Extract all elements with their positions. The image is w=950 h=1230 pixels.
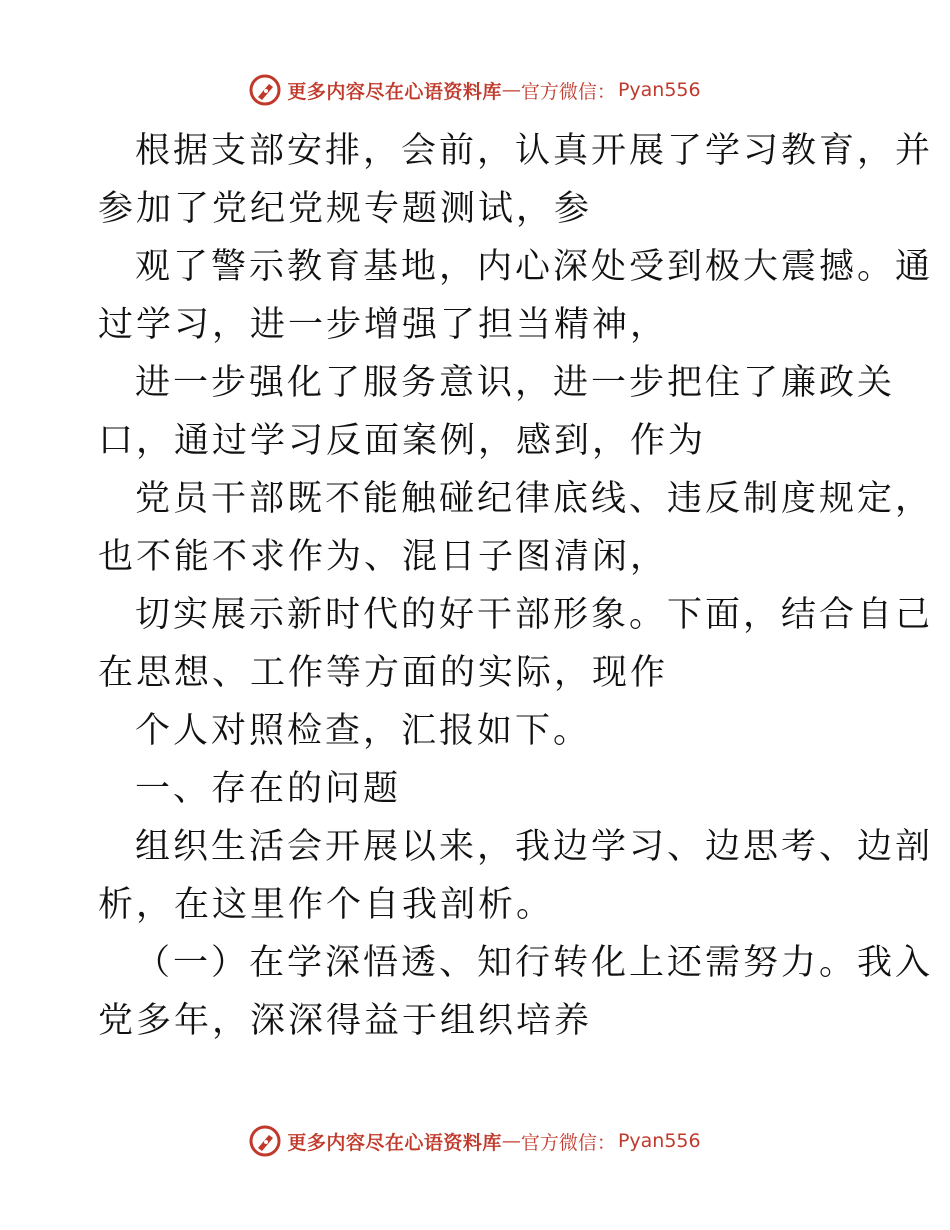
paragraph-line: 个人对照检查，汇报如下。 [135, 711, 592, 751]
paragraph-line: 切实展示新时代的好干部形象。下面，结合自己 [135, 595, 934, 635]
document-body [98, 122, 934, 1050]
footer-banner [0, 1121, 950, 1161]
paragraph-line: 口，通过学习反面案例，感到，作为 [98, 421, 707, 461]
paragraph-line: 参加了党纪党规专题测试，参 [98, 189, 593, 229]
paragraph-line: 党员干部既不能触碰纪律底线、违反制度规定， [135, 479, 934, 519]
paragraph-line: 组织生活会开展以来，我边学习、边思考、边剖 [135, 827, 934, 867]
paragraph-line: 析，在这里作个自我剖析。 [98, 885, 555, 925]
section-heading: 一、存在的问题 [135, 769, 402, 809]
paragraph-line: 根据支部安排，会前，认真开展了学习教育，并 [135, 131, 934, 171]
paragraph-line: 观了警示教育基地，内心深处受到极大震撼。通 [135, 247, 934, 287]
paragraph-line: 进一步强化了服务意识，进一步把住了廉政关 [135, 363, 896, 403]
footer-separator: — [501, 1130, 521, 1152]
header-brand-text: 更多内容尽在心语资料库 [287, 80, 502, 103]
header-separator: — [501, 79, 521, 101]
subsection-heading: （一）在学深悟透、知行转化上还需努力。我入 [135, 943, 934, 983]
pen-circle-icon [249, 74, 281, 106]
pen-circle-icon [249, 1125, 281, 1157]
header-wechat-label: 官方微信： [520, 80, 616, 103]
paragraph-line: 过学习，进一步增强了担当精神， [98, 305, 669, 345]
header-banner [0, 70, 950, 110]
footer-brand-text: 更多内容尽在心语资料库 [287, 1131, 502, 1154]
paragraph-line: 党多年，深深得益于组织培养 [98, 1001, 593, 1041]
paragraph-line: 也不能不求作为、混日子图清闲， [98, 537, 669, 577]
paragraph-line: 在思想、工作等方面的实际，现作 [98, 653, 669, 693]
header-wechat-id: Pyan556 [617, 79, 701, 101]
footer-wechat-label: 官方微信： [520, 1131, 616, 1154]
footer-wechat-id: Pyan556 [617, 1130, 701, 1152]
